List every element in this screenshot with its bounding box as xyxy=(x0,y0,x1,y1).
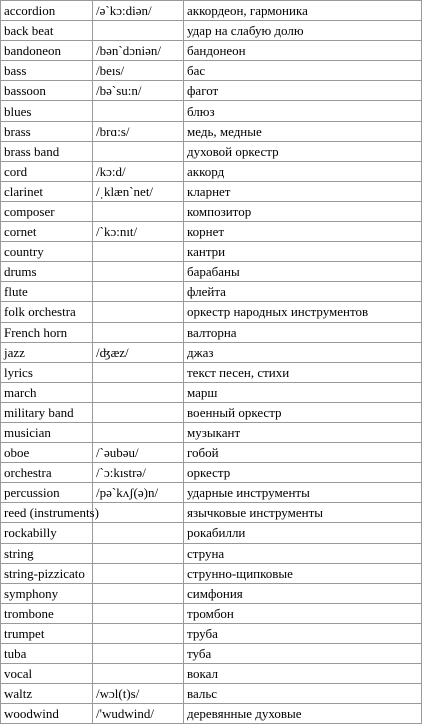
term-cell: bandoneon xyxy=(1,41,93,61)
transcription-cell xyxy=(93,422,184,442)
table-row xyxy=(1,242,422,262)
term-cell: blues xyxy=(1,101,93,121)
term-cell: string-pizzicato xyxy=(1,563,93,583)
translation-cell: ударные инструменты xyxy=(184,483,422,503)
translation-cell: текст песен, стихи xyxy=(184,362,422,382)
transcription-cell xyxy=(93,201,184,221)
transcription-cell xyxy=(93,523,184,543)
table-row xyxy=(1,161,422,181)
translation-cell: вальс xyxy=(184,684,422,704)
table-row xyxy=(1,563,422,583)
term-cell: jazz xyxy=(1,342,93,362)
transcription-cell xyxy=(93,603,184,623)
transcription-cell xyxy=(93,262,184,282)
term-cell: vocal xyxy=(1,664,93,684)
translation-cell: рокабилли xyxy=(184,523,422,543)
vocabulary-table-body xyxy=(1,1,422,724)
term-cell: cornet xyxy=(1,222,93,242)
translation-cell: валторна xyxy=(184,322,422,342)
table-row xyxy=(1,422,422,442)
table-row xyxy=(1,443,422,463)
term-cell: country xyxy=(1,242,93,262)
table-row xyxy=(1,141,422,161)
term-cell: cord xyxy=(1,161,93,181)
table-row xyxy=(1,684,422,704)
table-row xyxy=(1,41,422,61)
translation-cell: флейта xyxy=(184,282,422,302)
translation-cell: барабаны xyxy=(184,262,422,282)
table-row xyxy=(1,543,422,563)
transcription-cell: /brɑ:s/ xyxy=(93,121,184,141)
translation-cell: композитор xyxy=(184,201,422,221)
term-cell: reed (instruments) xyxy=(1,503,93,523)
transcription-cell xyxy=(93,242,184,262)
table-row xyxy=(1,181,422,201)
translation-cell: оркестр xyxy=(184,463,422,483)
term-cell: string xyxy=(1,543,93,563)
transcription-cell xyxy=(93,503,184,523)
transcription-cell: /`kɔ:nıt/ xyxy=(93,222,184,242)
term-cell: musician xyxy=(1,422,93,442)
term-cell: drums xyxy=(1,262,93,282)
term-cell: tuba xyxy=(1,644,93,664)
translation-cell: марш xyxy=(184,382,422,402)
translation-cell: аккорд xyxy=(184,161,422,181)
translation-cell: джаз xyxy=(184,342,422,362)
table-row xyxy=(1,583,422,603)
term-cell: composer xyxy=(1,201,93,221)
translation-cell: струна xyxy=(184,543,422,563)
table-row xyxy=(1,362,422,382)
transcription-cell: /`ɔ:kıstrə/ xyxy=(93,463,184,483)
term-cell: rockabilly xyxy=(1,523,93,543)
transcription-cell xyxy=(93,402,184,422)
transcription-cell: /`əubəu/ xyxy=(93,443,184,463)
transcription-cell: /ə`kɔ:diən/ xyxy=(93,1,184,21)
translation-cell: кларнет xyxy=(184,181,422,201)
translation-cell: удар на слабую долю xyxy=(184,21,422,41)
transcription-cell xyxy=(93,282,184,302)
term-cell: accordion xyxy=(1,1,93,21)
transcription-cell xyxy=(93,644,184,664)
term-cell: French horn xyxy=(1,322,93,342)
term-cell: orchestra xyxy=(1,463,93,483)
table-row xyxy=(1,302,422,322)
translation-cell: музыкант xyxy=(184,422,422,442)
transcription-cell xyxy=(93,623,184,643)
table-row xyxy=(1,503,422,523)
translation-cell: струнно-щипковые xyxy=(184,563,422,583)
term-cell: clarinet xyxy=(1,181,93,201)
transcription-cell xyxy=(93,664,184,684)
term-cell: oboe xyxy=(1,443,93,463)
translation-cell: язычковые инструменты xyxy=(184,503,422,523)
table-row xyxy=(1,262,422,282)
table-row xyxy=(1,121,422,141)
translation-cell: вокал xyxy=(184,664,422,684)
translation-cell: военный оркестр xyxy=(184,402,422,422)
term-cell: march xyxy=(1,382,93,402)
table-row xyxy=(1,382,422,402)
translation-cell: бас xyxy=(184,61,422,81)
transcription-cell: /bən`dɔniən/ xyxy=(93,41,184,61)
transcription-cell: /pə`kʌʃ(ə)n/ xyxy=(93,483,184,503)
translation-cell: медь, медные xyxy=(184,121,422,141)
translation-cell: оркестр народных инструментов xyxy=(184,302,422,322)
term-cell: folk orchestra xyxy=(1,302,93,322)
translation-cell: блюз xyxy=(184,101,422,121)
term-cell: bass xyxy=(1,61,93,81)
table-row xyxy=(1,322,422,342)
transcription-cell xyxy=(93,302,184,322)
table-row xyxy=(1,101,422,121)
table-row xyxy=(1,222,422,242)
table-row xyxy=(1,1,422,21)
term-cell: lyrics xyxy=(1,362,93,382)
table-row xyxy=(1,402,422,422)
table-row xyxy=(1,523,422,543)
translation-cell: фагот xyxy=(184,81,422,101)
table-row xyxy=(1,61,422,81)
table-row xyxy=(1,21,422,41)
translation-cell: корнет xyxy=(184,222,422,242)
translation-cell: труба xyxy=(184,623,422,643)
term-cell: flute xyxy=(1,282,93,302)
term-cell: brass xyxy=(1,121,93,141)
transcription-cell: /kɔ:d/ xyxy=(93,161,184,181)
translation-cell: бандонеон xyxy=(184,41,422,61)
table-row xyxy=(1,623,422,643)
table-row xyxy=(1,664,422,684)
translation-cell: гобой xyxy=(184,443,422,463)
table-row xyxy=(1,483,422,503)
table-row xyxy=(1,81,422,101)
table-row xyxy=(1,603,422,623)
table-row xyxy=(1,201,422,221)
translation-cell: аккордеон, гармоника xyxy=(184,1,422,21)
transcription-cell xyxy=(93,101,184,121)
transcription-cell: /wɔl(t)s/ xyxy=(93,684,184,704)
transcription-cell: /ˌklæn`net/ xyxy=(93,181,184,201)
term-cell: brass band xyxy=(1,141,93,161)
transcription-cell xyxy=(93,141,184,161)
transcription-cell xyxy=(93,322,184,342)
term-cell: military band xyxy=(1,402,93,422)
transcription-cell: /'wudwind/ xyxy=(93,704,184,724)
term-cell: waltz xyxy=(1,684,93,704)
transcription-cell xyxy=(93,362,184,382)
term-cell: back beat xyxy=(1,21,93,41)
term-cell: woodwind xyxy=(1,704,93,724)
term-cell: bassoon xyxy=(1,81,93,101)
table-row xyxy=(1,704,422,724)
translation-cell: кантри xyxy=(184,242,422,262)
table-row xyxy=(1,644,422,664)
transcription-cell xyxy=(93,563,184,583)
term-cell: percussion xyxy=(1,483,93,503)
transcription-cell: /beıs/ xyxy=(93,61,184,81)
translation-cell: деревянные духовые xyxy=(184,704,422,724)
transcription-cell xyxy=(93,543,184,563)
term-cell: trumpet xyxy=(1,623,93,643)
transcription-cell xyxy=(93,382,184,402)
table-row xyxy=(1,463,422,483)
transcription-cell: /bə`su:n/ xyxy=(93,81,184,101)
transcription-cell xyxy=(93,583,184,603)
translation-cell: симфония xyxy=(184,583,422,603)
translation-cell: тромбон xyxy=(184,603,422,623)
transcription-cell: /ʤæz/ xyxy=(93,342,184,362)
translation-cell: духовой оркестр xyxy=(184,141,422,161)
table-row xyxy=(1,342,422,362)
term-cell: trombone xyxy=(1,603,93,623)
term-cell: symphony xyxy=(1,583,93,603)
table-row xyxy=(1,282,422,302)
translation-cell: туба xyxy=(184,644,422,664)
transcription-cell xyxy=(93,21,184,41)
